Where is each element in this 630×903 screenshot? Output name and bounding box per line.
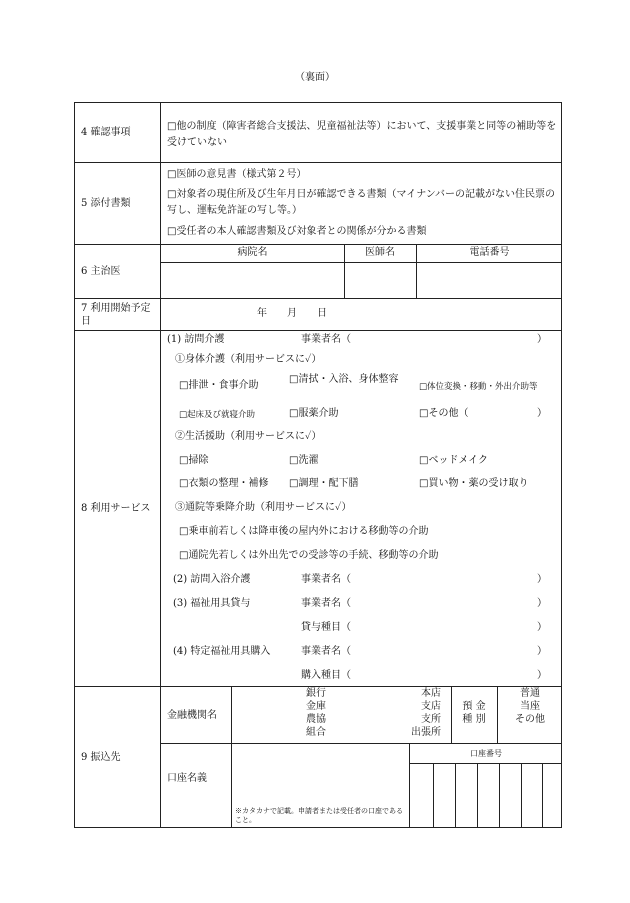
row-label: 4 確認事項 xyxy=(75,103,161,162)
row-label: 7 利用開始予定日 xyxy=(75,299,161,330)
close-paren: ） xyxy=(537,598,547,609)
phone-input[interactable] xyxy=(418,264,561,297)
account-holder-note: ※カタカナで記載。申請者または受任者の口座であること。 xyxy=(235,807,403,824)
service-checkbox[interactable]: □その他（ xyxy=(419,408,469,419)
close-paren: ） xyxy=(537,574,547,585)
row-label: 5 添付書類 xyxy=(75,163,161,244)
branch-type: 支店 xyxy=(421,701,441,712)
bank-type: 農協 xyxy=(306,714,326,725)
business-name-label: 事業者名（ xyxy=(301,646,351,657)
account-holder-label: 口座名義 xyxy=(167,773,207,784)
bank-type: 組合 xyxy=(306,727,326,738)
service-checkbox[interactable]: □清拭・入浴、身体整容 xyxy=(289,374,399,385)
bath-heading: (2) 訪問入浴介護 xyxy=(173,574,251,585)
account-holder-input[interactable] xyxy=(233,747,407,801)
close-paren: ） xyxy=(537,646,547,657)
bank-type: 金庫 xyxy=(306,701,326,712)
row-confirmation xyxy=(74,102,562,162)
service-checkbox[interactable]: □体位変換・移動・外出介助等 xyxy=(419,382,538,392)
row-services xyxy=(74,330,562,686)
phone-header: 電話番号 xyxy=(469,247,510,258)
service-checkbox[interactable]: □通院先若しくは外出先での受診等の手続、移動等の介助 xyxy=(179,550,439,561)
row-doctor xyxy=(74,244,562,298)
service-checkbox[interactable]: □衣類の整理・補修 xyxy=(179,478,269,489)
close-paren: ） xyxy=(537,670,547,681)
physical-care-heading: ①身体介護（利用サービスに✓） xyxy=(175,354,322,365)
row-attachments xyxy=(74,162,562,244)
life-support-heading: ②生活援助（利用サービスに✓） xyxy=(175,431,322,442)
service-checkbox[interactable]: □服薬介助 xyxy=(289,408,339,419)
service-checkbox[interactable]: □乗車前若しくは降車後の屋内外における移動等の介助 xyxy=(179,526,429,537)
service-checkbox[interactable]: □排泄・食事介助 xyxy=(179,380,259,391)
service-checkbox[interactable]: □洗濯 xyxy=(289,455,319,466)
close-paren: ） xyxy=(537,622,547,633)
row-label: 6 主治医 xyxy=(75,245,161,298)
service-checkbox[interactable]: □ベッドメイク xyxy=(419,455,488,466)
rental-type-label: 貸与種目（ xyxy=(301,622,351,633)
account-number-label: 口座番号 xyxy=(470,749,502,758)
deposit-type[interactable]: 当座 xyxy=(520,701,540,712)
close-paren: ） xyxy=(537,334,547,345)
branch-type: 支所 xyxy=(421,714,441,725)
doctor-input[interactable] xyxy=(346,264,414,297)
deposit-type[interactable]: 普通 xyxy=(520,688,540,699)
row-label: 9 振込先 xyxy=(75,687,161,827)
purchase-type-label: 購入種目（ xyxy=(301,670,351,681)
attachment-item[interactable]: □受任者の本人確認書類及び対象者との関係が分かる書類 xyxy=(167,226,427,237)
start-date-field[interactable]: 年 月 日 xyxy=(257,308,327,319)
service-checkbox[interactable]: □起床及び就寝介助 xyxy=(179,410,256,420)
confirmation-checkbox-text[interactable]: □他の制度（障害者総合支援法、児童福祉法等）において、支援事業と同等の補助等を受けていない xyxy=(167,121,557,148)
doctor-header: 医師名 xyxy=(365,247,395,258)
deposit-type[interactable]: その他 xyxy=(515,714,545,725)
page-label: （裏面） xyxy=(295,72,335,83)
visit-care-heading: (1) 訪問介護 xyxy=(167,334,225,345)
service-checkbox[interactable]: □買い物・薬の受け取り xyxy=(419,478,529,489)
attachment-item[interactable]: □医師の意見書（様式第２号） xyxy=(167,169,307,180)
deposit-type-label: 預 金 種 別 xyxy=(462,701,486,725)
table-bottom-border xyxy=(74,827,562,828)
business-name-label: 事業者名（ xyxy=(301,334,351,345)
purchase-heading: (4) 特定福祉用具購入 xyxy=(173,646,271,657)
hospital-header: 病院名 xyxy=(237,247,268,258)
hospital-input[interactable] xyxy=(163,264,342,297)
service-checkbox[interactable]: □調理・配下膳 xyxy=(289,478,359,489)
row-label: 8 利用サービス xyxy=(75,331,161,686)
business-name-label: 事業者名（ xyxy=(301,574,351,585)
row-bank-transfer xyxy=(74,686,562,827)
attachment-item[interactable]: □対象者の現住所及び生年月日が確認できる書類（マイナンバーの記載がない住民票の写し、運転免許証の写し等。） xyxy=(167,189,556,216)
branch-type: 出張所 xyxy=(411,727,441,738)
close-paren: ） xyxy=(537,408,547,419)
rental-heading: (3) 福祉用具貸与 xyxy=(173,598,251,609)
bank-type: 銀行 xyxy=(306,688,326,699)
business-name-label: 事業者名（ xyxy=(301,598,351,609)
row-start-date xyxy=(74,298,562,330)
bank-name-label: 金融機関名 xyxy=(167,710,217,721)
branch-type: 本店 xyxy=(421,688,441,699)
ride-assist-heading: ③通院等乗降介助（利用サービスに✓） xyxy=(175,502,352,513)
service-checkbox[interactable]: □掃除 xyxy=(179,455,209,466)
